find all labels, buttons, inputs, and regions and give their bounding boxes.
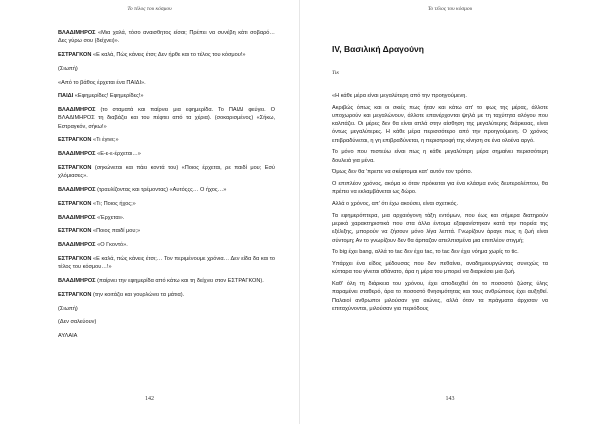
speaker-name: ΒΛΑΔΙΜΗΡΟΣ (58, 186, 96, 193)
dialogue-text: «Ποιος παιδί μου;» (91, 228, 141, 235)
dialogue-line (58, 51, 275, 59)
dialogue-text: «Ε καλά, Πώς κάνεις έτσι; Δεν ήρθε και το τέλος του κόσμου!» (91, 52, 246, 58)
body-paragraph: Ακριβώς όπως και οι σκιές πως ήταν και κάτω απ' το φως της μέρας, άλλοτε υποχωρούν και μεγαλώνουν, άλλοτε επανέρχονται ψηλά με τη ταχύτητα αλόγου που καλπάζει. Οι μέρες δεν θα είναι απλά στην αίσθηση της μεγαλύτερης διάρκειας, είναι όντως μεγαλύτερες. Η κάθε μέρα περισσότερο από την προηγούμενη. Ο χρόνος επιβραδύνεται, η γη επιβραδύνεται, η περιστροφή της κίνηση σε ένα ολοένα αργό. (332, 104, 548, 144)
body-paragraph: Αλλά ο χρόνος, απ' ότι έχω ακούσει, είναι σχετικός. (332, 201, 459, 208)
speaker-name: ΕΣΤΡΑΓΚΟΝ (58, 137, 92, 144)
chapter-subtitle: Τικ (332, 70, 340, 76)
dialogue-text: «Ε καλά, πώς κάνεις έτσι;… Τον περιμένουμε χρόνια… Δεν είδα δα και το τέλος του κόσμου…!» (58, 255, 275, 271)
dialogue-text: (παίρνει την εφημερίδα από κάτω και τη δείχνει στον ΕΣΤΡΑΓΚΟΝ). (95, 277, 264, 284)
dialogue-text: «Εφημερίδες! Εφημερίδες!» (73, 93, 144, 100)
dialogue-text: (σηκώνεται και πάει κοντά του) «Ποιος έρχεται, ρε παιδί μου; Εσύ χλόμιασες». (58, 164, 275, 180)
speaker-name: ΕΣΤΡΑΓΚΟΝ (58, 200, 92, 207)
left-page-body (58, 29, 275, 346)
dialogue-line (58, 332, 275, 340)
body-paragraph: Υπάρχει ένα είδος μέδουσας που δεν πεθαίνει, αναδημιουργώντας συνεχώς τα κύτταρα του γίνεται αθάνατο, άρα η μέρα του μπορεί να διαρκέσει μια ζωή. (332, 261, 548, 276)
dialogue-line (58, 136, 275, 144)
dialogue-line (58, 106, 275, 131)
right-page-number: 143 (445, 396, 455, 402)
dialogue-text: (το σταματά και παίρνει μια εφημερίδα. Το ΠΑΙΔΙ φεύγει. Ο ΒΛΑΔΙΜΗΡΟΣ τη διαβάζει και του πέφτει από τα χέρια). (σοκαρισμένος) «Σήκω, Εστραγκόν, σήκω!» (58, 107, 275, 130)
dialogue-line (58, 227, 275, 235)
speaker-name: ΕΣΤΡΑΓΚΟΝ (58, 255, 92, 262)
dialogue-line (58, 150, 275, 158)
dialogue-text: «Μια χαλά, τόσο αναισθητος είσαι; Πρέπει να συνέβη κάτι σοβαρό… Δες γύρω σου (δείχνει)». (58, 30, 275, 45)
dialogue-line (58, 291, 275, 299)
dialogue-text: «Τι; Ποιος ήχος;» (91, 200, 136, 207)
dialogue-text: (Σιωπή) (58, 305, 78, 312)
speaker-name: ΠΑΙΔΙ (58, 93, 74, 100)
speaker-name: ΒΛΑΔΙΜΗΡΟΣ (58, 277, 96, 284)
speaker-name: ΒΛΑΔΙΜΗΡΟΣ (58, 242, 96, 249)
dialogue-line (58, 164, 275, 180)
dialogue-text: (Σιωπή) (58, 65, 78, 72)
dialogue-text: (Δεν σαλεύουν) (58, 319, 97, 326)
dialogue-text: «Από το βάθος έρχεται ένα ΠΑΙΔΙ». (58, 79, 146, 86)
speaker-name: ΒΛΑΔΙΜΗΡΟΣ (58, 107, 96, 114)
speaker-name: ΒΛΑΔΙΜΗΡΟΣ (58, 30, 96, 36)
body-paragraph: Τα εφημερόπτερα, μια αρχαιόγονη τάξη εντόμων, που έως και σήμερα διατηρούν μερικά χαρακτηριστικά που στα άλλα έντομα εξαφανίστηκαν κατά την πορεία της εξέλιξης, μπορούν να ζήσουν μόνο λίγα λεπτά. Γνωρίζουν άραγε πως η ζωή είναι σύντομη; Αν το γνωρίζουν δεν θα άρπαζαν απελπισμένα μια επιπλέον στιγμή; (332, 213, 548, 244)
speaker-name: ΕΣΤΡΑΓΚΟΝ (58, 291, 92, 298)
dialogue-text: ΑΥΛΑΙΑ (58, 333, 78, 340)
body-paragraph: Ο επιπλέον χρόνος, ακόμα κι όταν πρόκειται για ένα κλάσμα ενός δευτερολέπτου, θα πρέπει να εκλαμβάνεται ως δώρο. (332, 181, 548, 196)
speaker-name: ΕΣΤΡΑΓΚΟΝ (58, 228, 92, 235)
dialogue-line (58, 92, 275, 100)
dialogue-line (58, 318, 275, 326)
dialogue-line (58, 186, 275, 194)
dialogue-line (58, 214, 275, 222)
dialogue-line (58, 200, 275, 208)
body-paragraph: Το μόνο που πιστεύω είναι πως η κάθε μεγαλύτερη μέρα σημαίνει περισσότερη δουλειά για μένα. (332, 149, 548, 164)
dialogue-text: «Ο Γκοντό». (95, 242, 128, 249)
dialogue-text: «Τι έγινε;» (91, 137, 119, 144)
right-page (300, 0, 600, 424)
left-page-number: 142 (145, 396, 154, 402)
speaker-name: ΕΣΤΡΑΓΚΟΝ (58, 164, 92, 171)
dialogue-line (58, 29, 275, 45)
body-paragraph: Το big έχει bang, αλλά το tac δεν έχει tac, το tac δεν έχει νόημα χωρίς το tic. (332, 249, 519, 256)
right-page-body (332, 92, 548, 317)
dialogue-line (58, 305, 275, 313)
chapter-title: IV, Βασιλική Δραγούνη (332, 44, 424, 54)
left-running-head: Το τέλος του κόσμου (127, 6, 172, 12)
dialogue-line (58, 79, 275, 87)
speaker-name: ΒΛΑΔΙΜΗΡΟΣ (58, 151, 96, 158)
dialogue-text: (την κοιτάζει και γουρλώνει τα μάτια). (91, 291, 185, 298)
body-paragraph: «Η κάθε μέρα είναι μεγαλύτερη από την προηγούμενη. (332, 93, 467, 99)
body-paragraph: Όμως δεν θα 'πρεπε να σκέφτομαι κατ' αυτόν τον τρόπο. (332, 169, 473, 176)
dialogue-text: (τραυλίζοντας και τρέμοντας) «Αυτόςςς… Ο ήχος…» (95, 186, 227, 193)
dialogue-line (58, 255, 275, 271)
dialogue-text: «Ε-ε-ε-έρχεται…» (95, 151, 141, 158)
speaker-name: ΒΛΑΔΙΜΗΡΟΣ (58, 214, 96, 221)
dialogue-line (58, 65, 275, 73)
dialogue-text: «Έρχεται». (95, 214, 125, 221)
dialogue-line (58, 277, 275, 285)
body-paragraph: Καθ' όλη τη διάρκεια του χρόνου, έχει αποδειχθεί ότι το ποσοστό ζώσης ύλης παραμένει σταθερό, άρα το ποσοστό θνησιμότητας και τους ανθρώπους έχει αυξηθεί. Παλαιοί ανθρωποι μιλούσαν για αιώνες, αλλά όταν τα πράγματα άρχισαν να επιταχύνονται, μιλούσαν για περιόδους (332, 281, 548, 312)
right-running-head: Το τέλος του κόσμου (427, 6, 473, 12)
speaker-name: ΕΣΤΡΑΓΚΟΝ (58, 52, 92, 58)
dialogue-line (58, 241, 275, 249)
